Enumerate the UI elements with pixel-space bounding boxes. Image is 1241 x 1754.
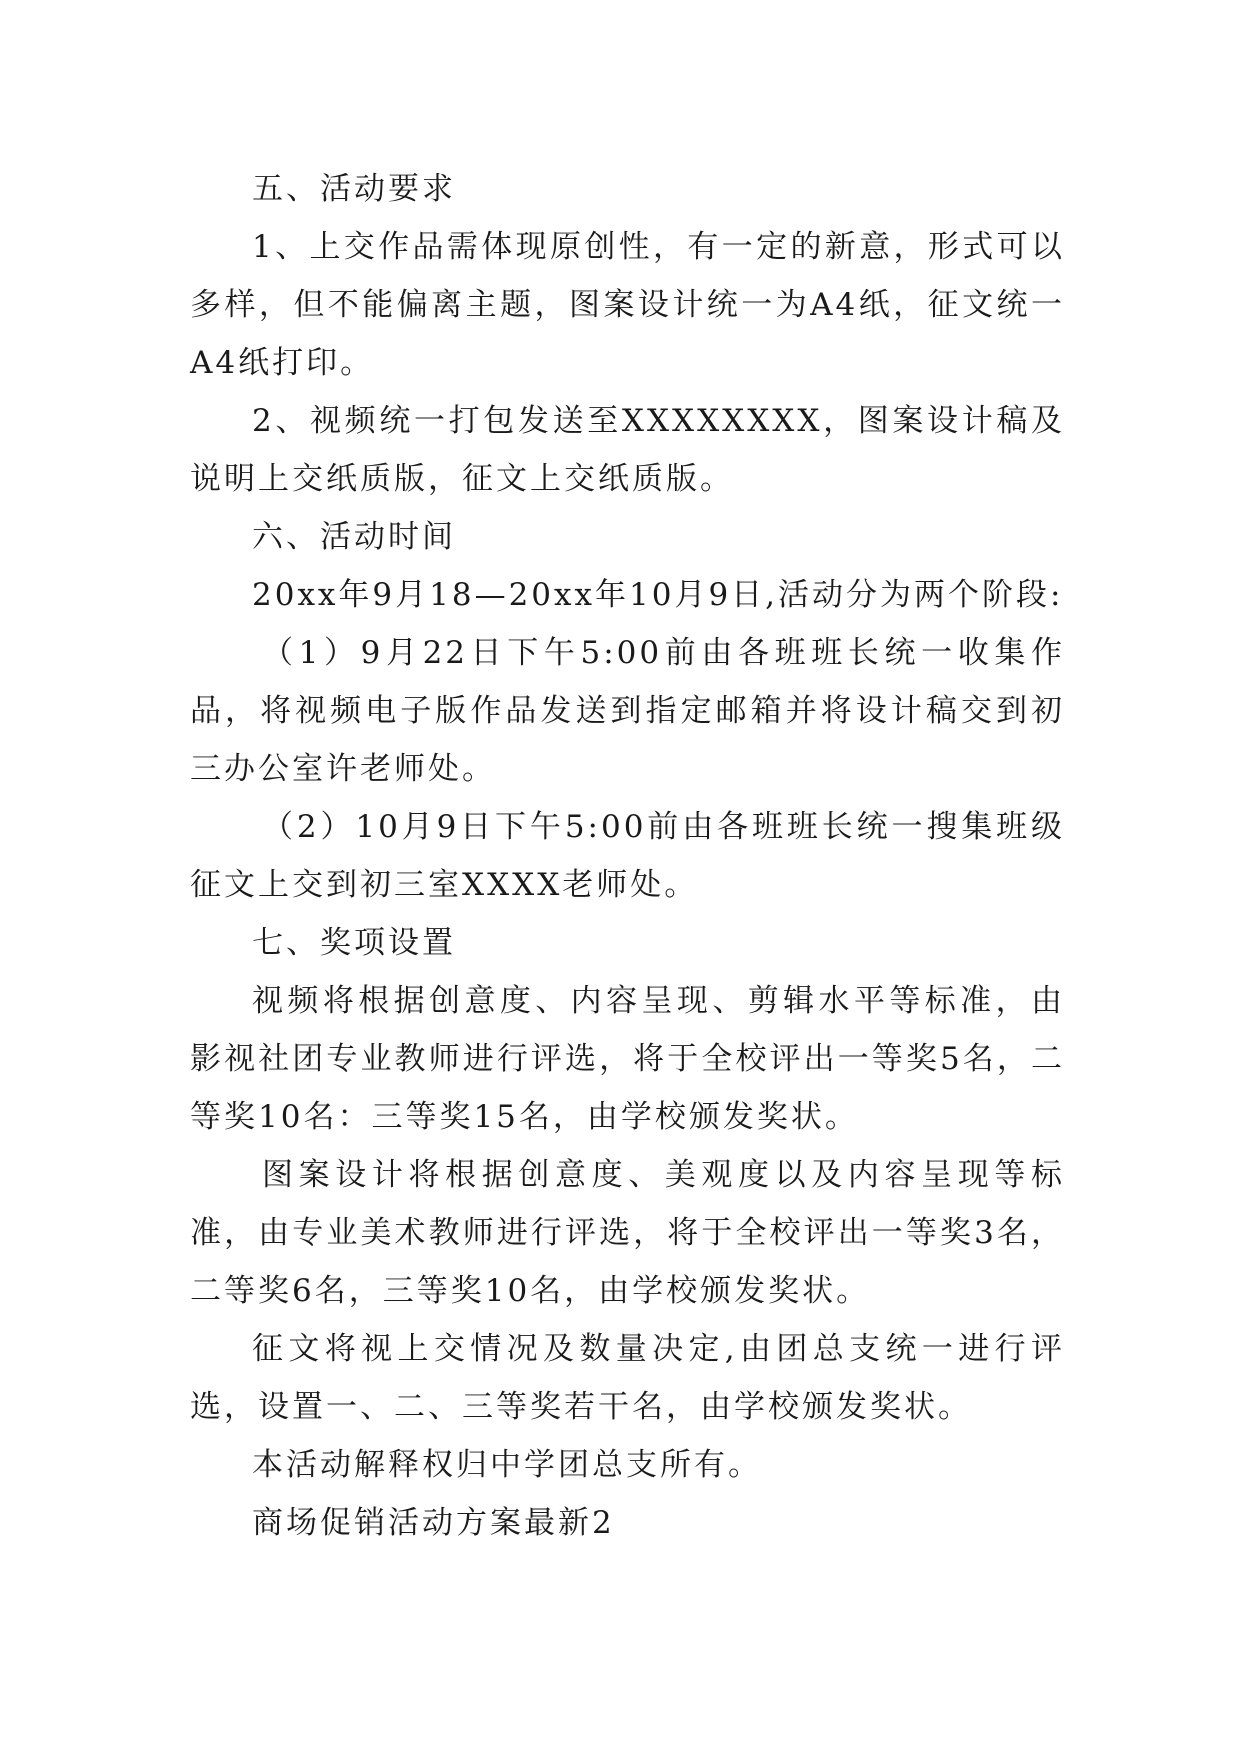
interpretation-rights-paragraph: 本活动解释权归中学团总支所有。 [252, 1447, 762, 1483]
design-awards-paragraph: 图案设计将根据创意度、美观度以及内容呈现等标准，由专业美术教师进行评选，将于全校评出一等奖3名，二等奖6名，三等奖10名，由学校颁发奖状。 [190, 1157, 1065, 1309]
next-document-title: 商场促销活动方案最新2 [252, 1505, 615, 1541]
document-body [190, 160, 1065, 1552]
section-heading-awards: 七、奖项设置 [252, 925, 456, 961]
requirement-item-1: 1、上交作品需体现原创性，有一定的新意，形式可以多样，但不能偏离主题，图案设计统一为A4纸，征文统一A4纸打印。 [190, 229, 1065, 381]
essay-awards-paragraph: 征文将视上交情况及数量决定,由团总支统一进行评选，设置一、二、三等奖若干名，由学校颁发奖状。 [190, 1331, 1065, 1425]
time-range-paragraph: 20xx年9月18—20xx年10月9日,活动分为两个阶段: [252, 577, 1064, 613]
section-heading-time: 六、活动时间 [252, 519, 456, 555]
stage-1-paragraph: （1）9月22日下午5:00前由各班班长统一收集作品，将视频电子版作品发送到指定邮箱并将设计稿交到初三办公室许老师处。 [190, 635, 1065, 787]
section-heading-requirements: 五、活动要求 [252, 171, 456, 207]
video-awards-paragraph: 视频将根据创意度、内容呈现、剪辑水平等标准，由影视社团专业教师进行评选，将于全校评出一等奖5名，二等奖10名：三等奖15名，由学校颁发奖状。 [190, 983, 1065, 1135]
stage-2-paragraph: （2）10月9日下午5:00前由各班班长统一搜集班级征文上交到初三室XXXX老师处。 [190, 809, 1065, 903]
requirement-item-2: 2、视频统一打包发送至XXXXXXXX，图案设计稿及说明上交纸质版，征文上交纸质版。 [190, 403, 1065, 497]
